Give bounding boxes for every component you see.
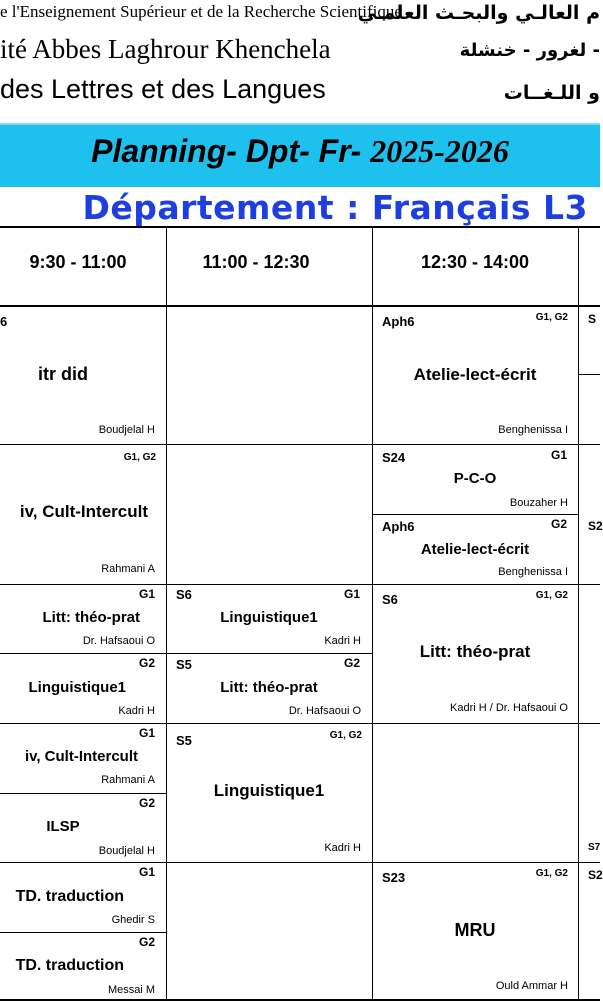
professor: Kadri H	[324, 635, 361, 647]
subject: Linguistique1	[213, 781, 325, 800]
professor: Ould Ammar H	[495, 980, 568, 992]
subject: Litt: théo-prat	[42, 609, 140, 626]
room-label: S6	[382, 592, 398, 607]
time-slot-3: 12:30 - 14:00	[420, 252, 530, 272]
group-label: G1	[138, 726, 155, 740]
professor: Ghedir S	[111, 914, 155, 926]
subject: itr did	[38, 364, 88, 384]
room-label: Aph6	[382, 314, 415, 329]
group-label: G1, G2	[535, 868, 568, 879]
subject: Atelie-lect-écrit	[413, 365, 537, 384]
row-divider	[0, 723, 600, 724]
professor: Benghenissa I	[498, 566, 568, 578]
professor: Rahmani A	[101, 774, 155, 786]
room-label: S2	[588, 519, 603, 533]
row-divider	[0, 305, 600, 307]
professor: Kadri H / Dr. Hafsaoui O	[450, 702, 568, 714]
planning-year: 2025-2026	[370, 133, 509, 169]
subject: Atelie-lect-écrit	[420, 541, 530, 558]
professor: Boudjelal H	[98, 845, 155, 857]
group-label: G2	[138, 796, 155, 810]
subrow-divider	[578, 374, 600, 375]
row-divider	[0, 584, 600, 585]
time-slot-1: 9:30 - 11:00	[29, 252, 127, 272]
column-divider	[578, 228, 579, 1000]
subject: iv, Cult-Intercult	[19, 502, 148, 521]
professor: Kadri H	[324, 842, 361, 854]
room-label: S6	[176, 587, 192, 602]
row-divider	[0, 444, 600, 445]
subject: TD. traduction	[15, 957, 124, 974]
group-label: G1	[138, 865, 155, 879]
group-label: G1, G2	[535, 590, 568, 601]
subrow-divider	[372, 514, 578, 515]
subject: ILSP	[46, 818, 80, 835]
faculty-name-ar: و اللـغــات	[503, 82, 600, 104]
ministry-name-fr: e l'Enseignement Supérieur et de la Recherche Scientifique	[0, 2, 402, 21]
room-label: S24	[382, 450, 406, 465]
subject: MRU	[454, 920, 496, 940]
room-label: S7	[588, 842, 601, 853]
column-divider	[372, 228, 373, 1000]
group-label: G1, G2	[329, 730, 362, 741]
group-label: G2	[343, 656, 360, 670]
room-label: S5	[176, 657, 192, 672]
university-name-ar: لغرور - خنشلة -	[459, 40, 600, 61]
group-label: G2	[138, 656, 155, 670]
ministry-name-ar: م العالـي والبحـث العلمـي	[357, 2, 600, 24]
professor: Dr. Hafsaoui O	[82, 635, 155, 647]
subject: Litt: théo-prat	[220, 679, 318, 696]
professor: Messai M	[107, 984, 155, 996]
planning-banner	[0, 123, 600, 187]
group-label: G2	[138, 935, 155, 949]
professor: Dr. Hafsaoui O	[288, 705, 361, 717]
group-label: G1	[138, 587, 155, 601]
subject: P-C-O	[453, 470, 497, 487]
subrow-divider	[0, 932, 166, 933]
subject: TD. traduction	[15, 888, 124, 905]
professor: Bouzaher H	[509, 497, 568, 509]
subject: iv, Cult-Intercult	[24, 748, 138, 765]
room-label: S23	[382, 870, 406, 885]
planning-title-label: Planning- Dpt- Fr-	[91, 133, 371, 169]
professor: Benghenissa I	[498, 424, 568, 436]
timetable-grid	[0, 226, 603, 1000]
subrow-divider	[0, 793, 166, 794]
room-label: Aph6	[382, 519, 415, 534]
planning-title	[0, 133, 600, 170]
room-label: S5	[176, 733, 192, 748]
row-divider	[0, 862, 600, 863]
group-label: G1	[550, 448, 567, 462]
group-label: G1	[343, 587, 360, 601]
room-label: 6	[0, 314, 8, 329]
subject: Linguistique1	[220, 609, 318, 626]
department-title: Département : Français L3	[82, 188, 588, 227]
faculty-name-fr: des Lettres et des Langues	[0, 74, 326, 104]
subrow-divider	[0, 653, 372, 654]
room-label: S	[588, 312, 597, 326]
subject: Litt: théo-prat	[419, 642, 531, 661]
room-label: S2	[588, 868, 603, 882]
time-slot-2: 11:00 - 12:30	[202, 252, 310, 272]
group-label: G1, G2	[535, 312, 568, 323]
university-name-fr: ité Abbes Laghrour Khenchela	[0, 34, 331, 64]
professor: Boudjelal H	[98, 424, 155, 436]
professor: Kadri H	[118, 705, 155, 717]
group-label: G2	[550, 517, 567, 531]
subject: Linguistique1	[28, 679, 126, 696]
group-label: G1, G2	[123, 452, 156, 463]
professor: Rahmani A	[101, 563, 155, 575]
